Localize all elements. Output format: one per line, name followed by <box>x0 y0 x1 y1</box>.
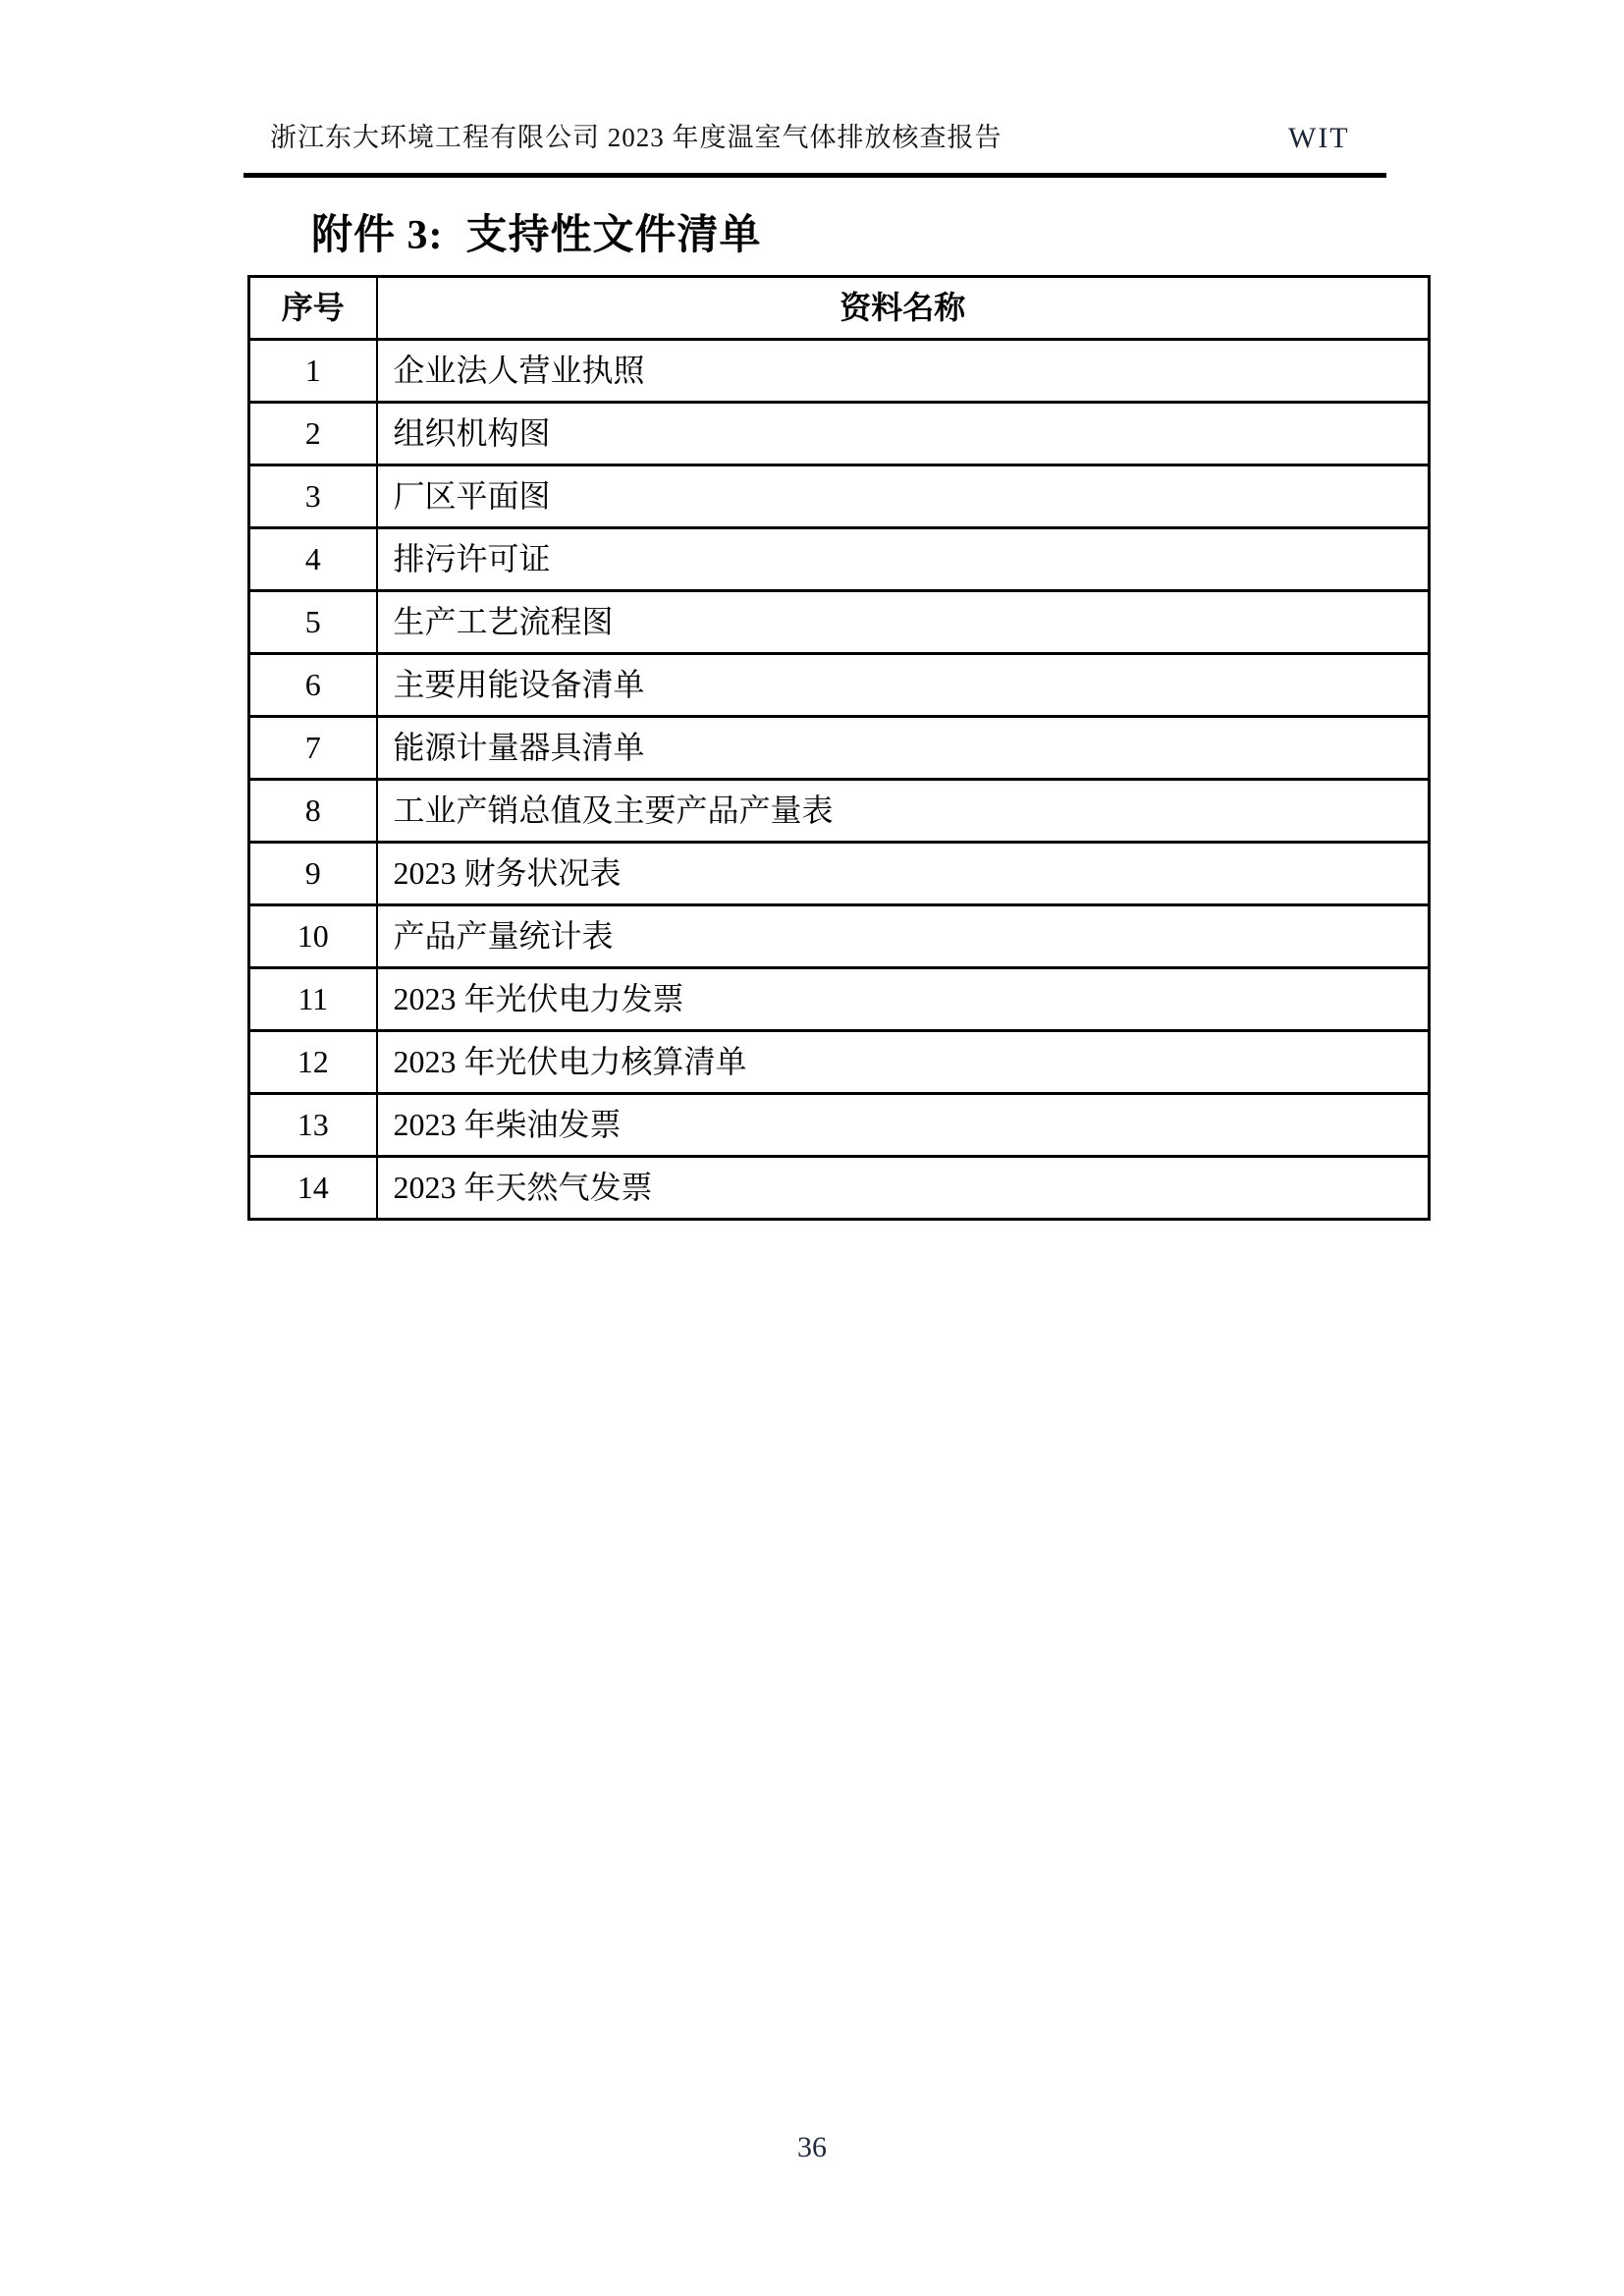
row-no-cell: 12 <box>249 1031 377 1094</box>
row-name-cell: 组织机构图 <box>377 403 1430 465</box>
row-no-cell: 3 <box>249 465 377 528</box>
row-no-cell: 1 <box>249 340 377 403</box>
row-name-cell: 厂区平面图 <box>377 465 1430 528</box>
row-no-cell: 11 <box>249 968 377 1031</box>
table-header <box>249 277 1430 340</box>
row-name-cell: 2023 年光伏电力发票 <box>377 968 1430 1031</box>
running-header-title: 浙江东大环境工程有限公司 2023 年度温室气体排放核查报告 <box>270 123 1002 152</box>
row-no-cell: 6 <box>249 654 377 717</box>
table-row <box>249 1157 1430 1220</box>
table-body <box>249 340 1430 1220</box>
table-row <box>249 591 1430 654</box>
table-row <box>249 843 1430 905</box>
row-no-cell: 4 <box>249 528 377 591</box>
page-title: 附件 3: 支持性文件清单 <box>311 213 762 258</box>
row-no-cell: 7 <box>249 717 377 780</box>
row-name-cell: 2023 年柴油发票 <box>377 1094 1430 1157</box>
table-row <box>249 528 1430 591</box>
table-row <box>249 340 1430 403</box>
row-name-cell: 生产工艺流程图 <box>377 591 1430 654</box>
row-name-cell: 2023 年天然气发票 <box>377 1157 1430 1220</box>
row-no-cell: 9 <box>249 843 377 905</box>
table-row <box>249 717 1430 780</box>
header-divider <box>244 173 1386 178</box>
row-name-cell: 排污许可证 <box>377 528 1430 591</box>
row-name-cell: 企业法人营业执照 <box>377 340 1430 403</box>
table-header-row <box>249 277 1430 340</box>
row-name-cell: 产品产量统计表 <box>377 905 1430 968</box>
row-no-cell: 8 <box>249 780 377 843</box>
table-row <box>249 654 1430 717</box>
page-number: 36 <box>797 2131 827 2163</box>
row-name-cell: 工业产销总值及主要产品产量表 <box>377 780 1430 843</box>
table-row <box>249 465 1430 528</box>
table-row <box>249 1094 1430 1157</box>
table-row <box>249 780 1430 843</box>
row-name-cell: 能源计量器具清单 <box>377 717 1430 780</box>
row-no-cell: 10 <box>249 905 377 968</box>
row-name-cell: 2023 财务状况表 <box>377 843 1430 905</box>
header-logo: WIT <box>1288 122 1350 154</box>
table-row <box>249 905 1430 968</box>
table-row <box>249 1031 1430 1094</box>
row-no-cell: 14 <box>249 1157 377 1220</box>
table-row <box>249 403 1430 465</box>
column-header-name: 资料名称 <box>377 277 1430 340</box>
table-row <box>249 968 1430 1031</box>
row-name-cell: 2023 年光伏电力核算清单 <box>377 1031 1430 1094</box>
row-no-cell: 2 <box>249 403 377 465</box>
row-no-cell: 13 <box>249 1094 377 1157</box>
row-no-cell: 5 <box>249 591 377 654</box>
column-header-no: 序号 <box>249 277 377 340</box>
supporting-documents-table <box>247 275 1431 1221</box>
row-name-cell: 主要用能设备清单 <box>377 654 1430 717</box>
